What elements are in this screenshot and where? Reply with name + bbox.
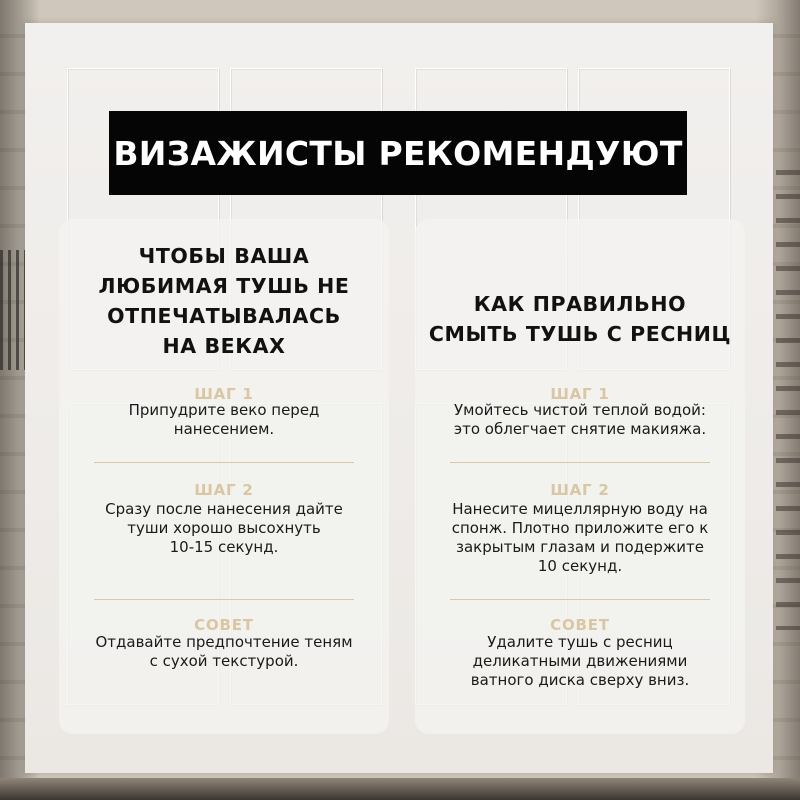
right-divider-2	[450, 599, 710, 600]
left-tip-text: Отдавайте предпочтение теням с сухой текстурой.	[95, 633, 353, 670]
right-step-1-text: Умойтесь чистой теплой водой: это облегчает снятие макияжа.	[453, 401, 707, 438]
right-tip-text: Удалите тушь с ресниц деликатными движениями ватного диска сверху вниз.	[470, 633, 690, 689]
balcony-railing-left	[0, 250, 26, 370]
title-banner	[109, 111, 687, 195]
left-step-1-label: ШАГ 1	[194, 385, 254, 403]
left-card-title: ЧТОБЫ ВАША ЛЮБИМАЯ ТУШЬ НЕ ОТПЕЧАТЫВАЛАСЬ НА ВЕКАХ	[98, 244, 350, 358]
left-step-1-text: Припудрите веко перед нанесением.	[128, 401, 320, 438]
left-tip-label: СОВЕТ	[194, 616, 254, 634]
left-divider-1	[94, 462, 354, 463]
left-divider-2	[94, 599, 354, 600]
left-step-2-label: ШАГ 2	[194, 481, 254, 499]
right-step-2-text: Нанесите мицеллярную воду на спонж. Плотно приложите его к закрытым глазам и подержите 10 секунд.	[451, 500, 709, 575]
facade-bottom	[0, 778, 800, 800]
right-card-title: КАК ПРАВИЛЬНО СМЫТЬ ТУШЬ С РЕСНИЦ	[428, 292, 732, 346]
right-divider-1	[450, 462, 710, 463]
page-title: ВИЗАЖИСТЫ РЕКОМЕНДУЮТ	[113, 133, 683, 173]
content-panel	[25, 23, 773, 773]
right-step-1-label: ШАГ 1	[550, 385, 610, 403]
left-step-2-text: Сразу после нанесения дайте туши хорошо высохнуть 10-15 секунд.	[105, 500, 343, 556]
left-card	[59, 219, 389, 734]
right-tip-label: СОВЕТ	[550, 616, 610, 634]
right-step-2-label: ШАГ 2	[550, 481, 610, 499]
right-card	[415, 219, 745, 734]
windows-right	[776, 170, 800, 630]
